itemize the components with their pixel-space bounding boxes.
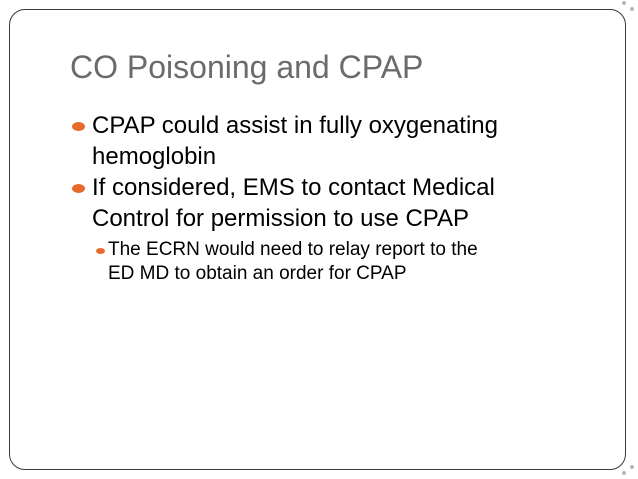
slide-title: CO Poisoning and CPAP — [70, 49, 424, 85]
orange-oval-bullet-icon — [72, 184, 85, 193]
orange-oval-bullet-icon — [72, 122, 85, 131]
bullet-item — [70, 172, 610, 234]
sub-bullet-text-line: The ECRN would need to relay report to the — [108, 239, 478, 260]
sub-bullet-item — [94, 238, 610, 286]
bullet-text-line: hemoglobin — [92, 143, 217, 170]
slide-body — [70, 110, 610, 286]
bullet-text-line: Control for permission to use CPAP — [92, 205, 470, 232]
bullet-text-line: If considered, EMS to contact Medical — [92, 174, 495, 201]
orange-oval-bullet-icon — [96, 248, 105, 254]
sub-bullet-text-line: ED MD to obtain an order for CPAP — [108, 263, 407, 284]
corner-decoration — [608, 0, 638, 479]
bullet-item — [70, 110, 610, 172]
bullet-text-line: CPAP could assist in fully oxygenating — [92, 112, 498, 139]
